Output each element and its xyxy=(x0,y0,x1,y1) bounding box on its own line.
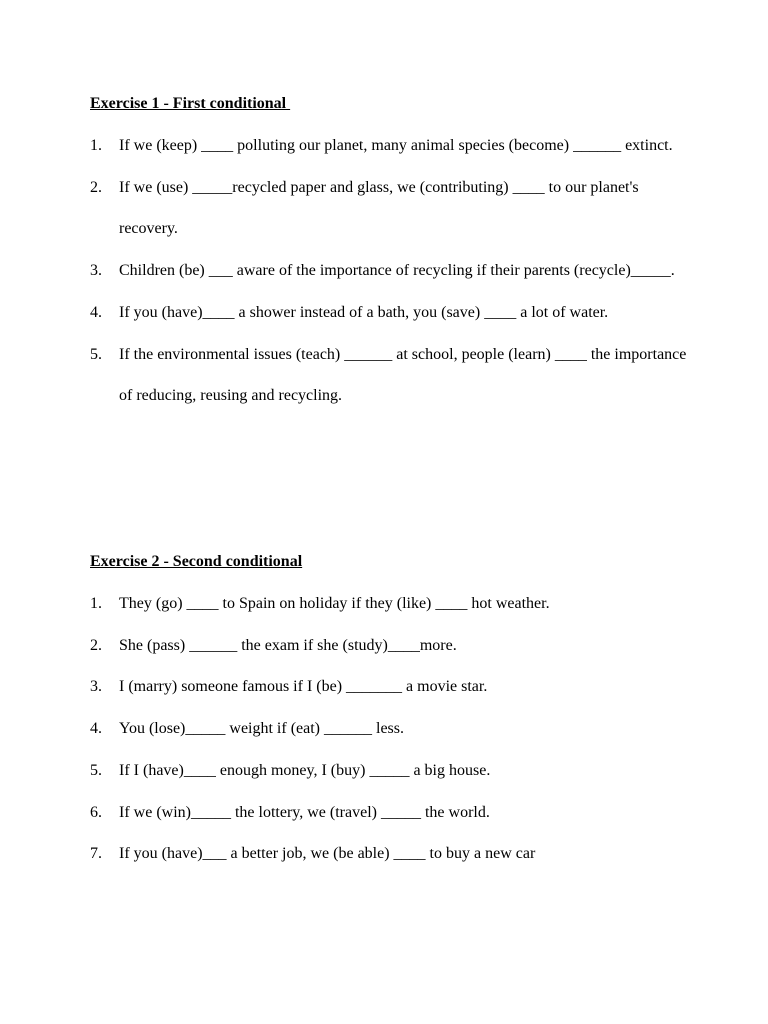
item-number: 2. xyxy=(90,636,102,654)
item-text: If we (use) _____recycled paper and glass, we (contributing) ____ to our planet's recovery. xyxy=(119,178,639,238)
item-text: If you (have)___ a better job, we (be able) ____ to buy a new car xyxy=(119,845,536,863)
list-item xyxy=(90,167,690,250)
list-item xyxy=(90,334,690,417)
item-text: If we (keep) ____ polluting our planet, many animal species (become) ______ extinct. xyxy=(119,137,673,154)
list-item xyxy=(90,708,690,750)
exercise-2-list xyxy=(90,583,690,875)
list-item xyxy=(90,750,690,792)
item-text: She (pass) ______ the exam if she (study)____more. xyxy=(119,636,457,654)
item-text: Children (be) ___ aware of the importance of recycling if their parents (recycle)_____. xyxy=(119,262,675,280)
item-number: 3. xyxy=(90,678,102,696)
item-number: 6. xyxy=(90,803,102,821)
list-item xyxy=(90,583,690,625)
item-text: If we (win)_____ the lottery, we (travel) _____ the world. xyxy=(119,803,490,821)
item-number: 5. xyxy=(90,345,102,363)
exercise-2-section xyxy=(90,552,690,875)
item-number: 1. xyxy=(90,137,102,154)
item-number: 5. xyxy=(90,761,102,779)
exercise-1-section xyxy=(90,94,690,417)
list-item xyxy=(90,250,690,292)
list-item xyxy=(90,625,690,667)
exercise-2-title: Exercise 2 - Second conditional xyxy=(90,553,303,570)
list-item xyxy=(90,833,690,875)
item-text: If you (have)____ a shower instead of a bath, you (save) ____ a lot of water. xyxy=(119,303,609,321)
item-number: 2. xyxy=(90,178,102,196)
exercise-1-list xyxy=(90,125,690,417)
exercise-1-title: Exercise 1 - First conditional xyxy=(90,95,291,112)
item-text: You (lose)_____ weight if (eat) ______ less. xyxy=(119,720,405,738)
item-text: If I (have)____ enough money, I (buy) _____ a big house. xyxy=(119,761,491,779)
list-item xyxy=(90,292,690,334)
item-number: 1. xyxy=(90,595,102,612)
item-number: 7. xyxy=(90,845,102,863)
list-item xyxy=(90,666,690,708)
list-item xyxy=(90,125,690,167)
item-number: 4. xyxy=(90,303,102,321)
item-number: 4. xyxy=(90,720,102,738)
item-text: They (go) ____ to Spain on holiday if they (like) ____ hot weather. xyxy=(119,595,550,612)
item-text: If the environmental issues (teach) ______ at school, people (learn) ____ the importance of reducing, reusing and recycling. xyxy=(119,345,687,405)
item-number: 3. xyxy=(90,262,102,280)
list-item xyxy=(90,792,690,834)
item-text: I (marry) someone famous if I (be) _______ a movie star. xyxy=(119,678,488,696)
